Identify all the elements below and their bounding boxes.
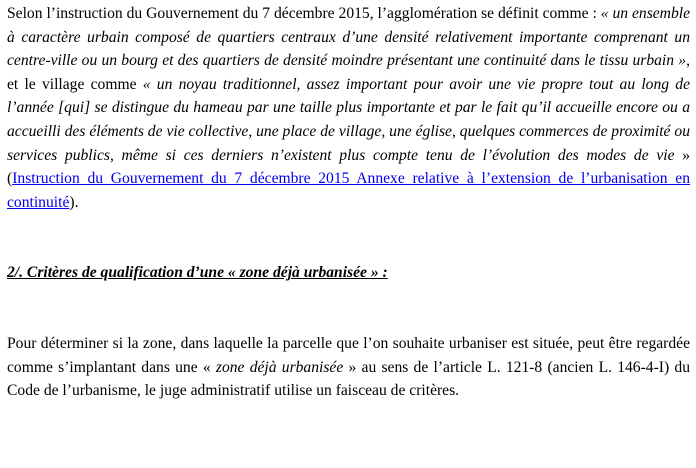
quote-agglomeration: « un ensemble à caractère urbain composé de quartiers centraux d’une densité relativement importante comprenant un centre-ville ou un bourg et des quartiers de densité moindre présentant une continuité dans le tissu urbain »	[7, 5, 690, 70]
quote-close: » (	[7, 146, 691, 188]
paragraph-middle: , et le village comme	[7, 52, 690, 93]
paragraph-criteria	[7, 332, 690, 403]
paragraph-criteria-before: Pour déterminer si la zone, dans laquelle la parcelle que l’on souhaite urbaniser est située, peut être regardée comme s’implantant dans une «	[7, 334, 690, 376]
paragraph-intro: Selon l’instruction du Gouvernement du 7 décembre 2015, l’agglomération se définit comme :	[7, 5, 601, 22]
instruction-link[interactable]: Instruction du Gouvernement du 7 décembre 2015 Annexe relative à l’extension de l’urbanisation en continuité	[7, 170, 690, 211]
section-heading: 2/. Critères de qualification d’une « zone déjà urbanisée » :	[7, 264, 388, 282]
term-zone-deja-urbanisee: zone déjà urbanisée	[215, 358, 344, 376]
paragraph-end: ).	[69, 193, 79, 211]
paragraph-definitions	[7, 2, 690, 214]
quote-village: « un noyau traditionnel, assez important pour avoir une vie propre tout au long de l’année [qui] se distingue du hameau par une taille plus importante et par le fait qu’il accueille encore ou a accueilli des éléments de vie collective, une place de village, une église, quelques commerces de proximité ou services publics, même si ces derniers n’existent plus compte tenu de l’évolution des modes de vie	[7, 75, 691, 164]
paragraph-criteria-after: » au sens de l’article L. 121-8 (ancien L. 146-4-I) du Code de l’urbanisme, le juge administratif utilise un faisceau de critères.	[7, 358, 690, 400]
